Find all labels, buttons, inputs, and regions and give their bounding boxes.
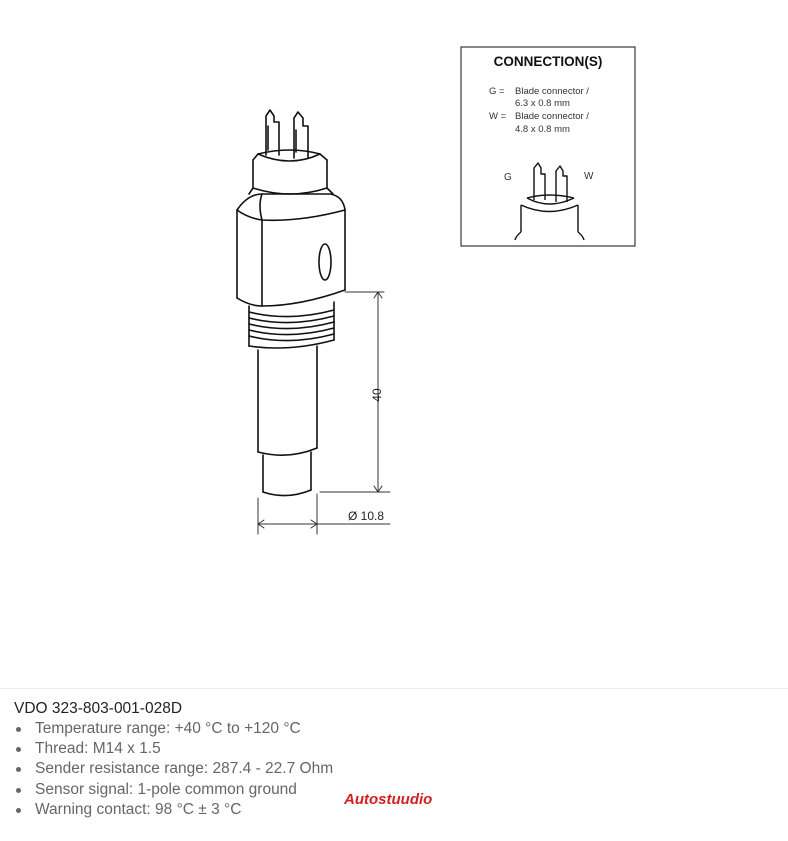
connection-w-line2: 4.8 x 0.8 mm: [515, 124, 570, 135]
pin-label-w: W: [584, 171, 594, 182]
sensor-hex-nut: [237, 194, 345, 306]
sensor-probe: [258, 346, 317, 496]
section-divider: [0, 688, 788, 689]
spec-sensor-signal: Sensor signal: 1-pole common ground: [14, 780, 333, 800]
length-dimension-label: 40: [370, 388, 384, 402]
sensor-connector-body: [249, 150, 333, 194]
product-title: VDO 323-803-001-028D: [14, 700, 183, 717]
spec-temperature-range: Temperature range: +40 °C to +120 °C: [14, 719, 333, 739]
sensor-thread: [249, 302, 334, 348]
spec-list: [14, 719, 333, 820]
pin-label-g: G: [504, 172, 512, 183]
spec-resistance-range: Sender resistance range: 287.4 - 22.7 Ohm: [14, 759, 333, 779]
watermark-logo: Autostuudio: [344, 791, 433, 808]
diameter-dimension-label: Ø 10.8: [348, 509, 385, 523]
connection-box: [461, 47, 635, 246]
connection-g-line2: 6.3 x 0.8 mm: [515, 98, 570, 109]
connection-w-code: W =: [489, 111, 507, 122]
connection-w-line1: Blade connector /: [515, 111, 589, 122]
spec-warning-contact: Warning contact: 98 °C ± 3 °C: [14, 800, 333, 820]
connection-g-code: G =: [489, 86, 505, 97]
spec-thread: Thread: M14 x 1.5: [14, 739, 333, 759]
connection-title: CONNECTION(S): [493, 54, 603, 69]
connection-g-line1: Blade connector /: [515, 86, 589, 97]
